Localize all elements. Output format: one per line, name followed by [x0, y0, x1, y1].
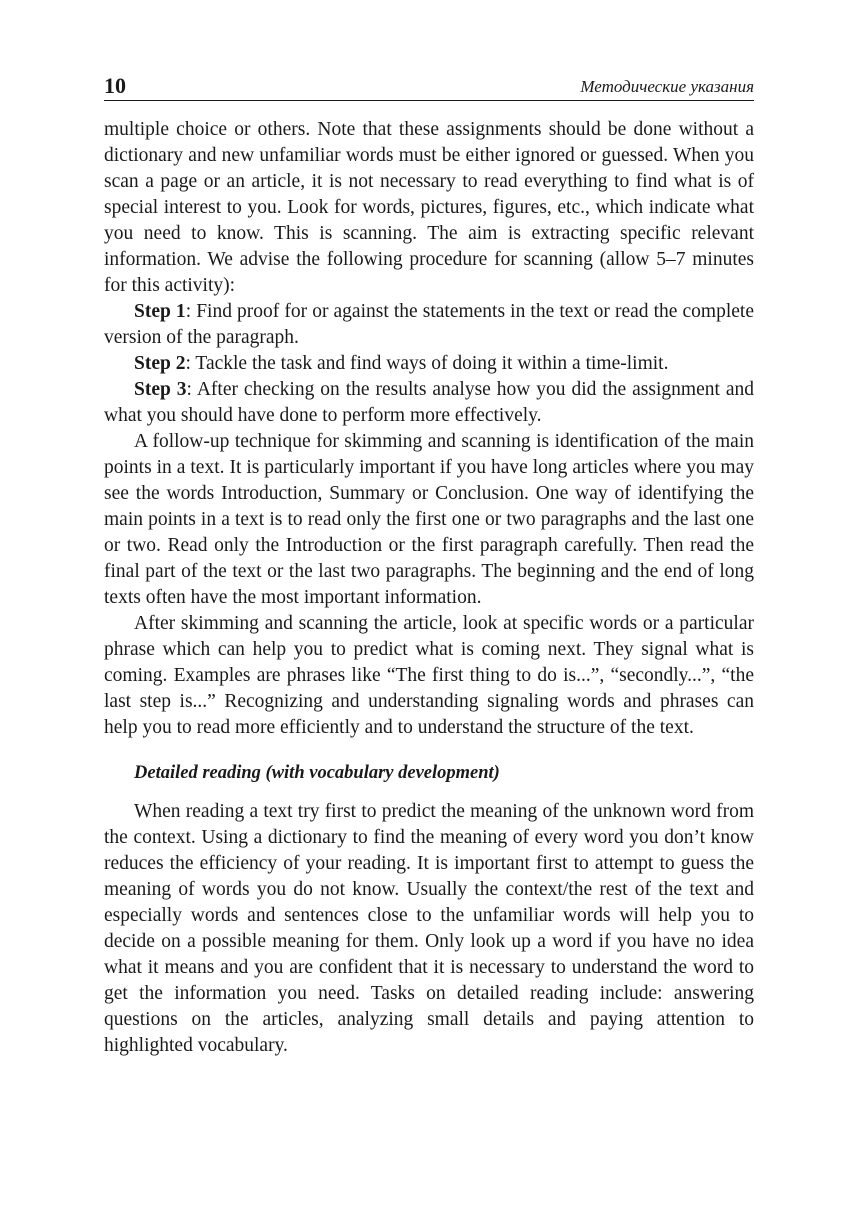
step-2-text: : Tackle the task and find ways of doing it within a time-limit. — [185, 353, 669, 374]
header-title: Методические указания — [580, 77, 754, 96]
step-3-text: : After checking on the results analyse how you did the assignment and what you should have done to perform more effectively. — [104, 379, 754, 426]
step-1-text: : Find proof for or against the statements in the text or read the complete version of the paragraph. — [104, 301, 755, 348]
running-header — [104, 70, 754, 101]
paragraph-detailed-reading: When reading a text try first to predict the meaning of the unknown word from the context. Using a dictionary to find the meaning of every word you don’t know reduces the efficiency of your reading. It is important first to attempt to guess the meaning of words you do not know. Usually the context/the rest of the text and especially words and sentences close to the unfamiliar words will help you to decide on a possible meaning for them. Only look up a word if you have no idea what it means and you are confident that it is necessary to understand the word to get the information you need. Tasks on detailed reading include: answering questions on the articles, analyzing small details and paying attention to highlighted vocabulary. — [104, 801, 754, 1056]
step-3-label: Step 3 — [134, 379, 187, 400]
paragraph-scanning: multiple choice or others. Note that these assignments should be done without a dictionary and new unfamiliar words must be either ignored or guessed. When you scan a page or an article, it is not necessary to read everything to find what is of special interest to you. Look for words, pictures, figures, etc., which indicate what you need to know. This is scanning. The aim is extracting specific relevant information. We advise the following procedure for scanning (allow 5–7 minutes for this activity): — [104, 119, 754, 296]
paragraph-signal-words: After skimming and scanning the article, look at specific words or a particular phrase which can help you to predict what is coming next. They signal what is coming. Examples are phrases like “The first thing to do is...”, “secondly...”, “the last step is...” Recognizing and understanding signaling words and phrases can help you to read more efficiently and to understand the structure of the text. — [104, 613, 754, 738]
step-2-label: Step 2 — [134, 353, 186, 374]
page-number: 10 — [104, 73, 126, 98]
section-heading: Detailed reading (with vocabulary development) — [134, 763, 500, 783]
step-3-paragraph — [104, 377, 754, 429]
step-1-label: Step 1 — [134, 301, 186, 322]
step-1-paragraph — [104, 299, 754, 351]
book-page — [104, 70, 754, 1059]
step-2-paragraph — [104, 351, 754, 377]
page-body — [104, 101, 754, 1059]
paragraph-follow-up: A follow-up technique for skimming and scanning is identification of the main points in a text. It is particularly important if you have long articles where you may see the words Introduction, Summary or Conclusion. One way of identifying the main points in a text is to read only the first one or two paragraphs and the last one or two. Read only the Introduction or the first paragraph carefully. Then read the final part of the text or the last two paragraphs. The beginning and the end of long texts often have the most important information. — [104, 431, 754, 608]
